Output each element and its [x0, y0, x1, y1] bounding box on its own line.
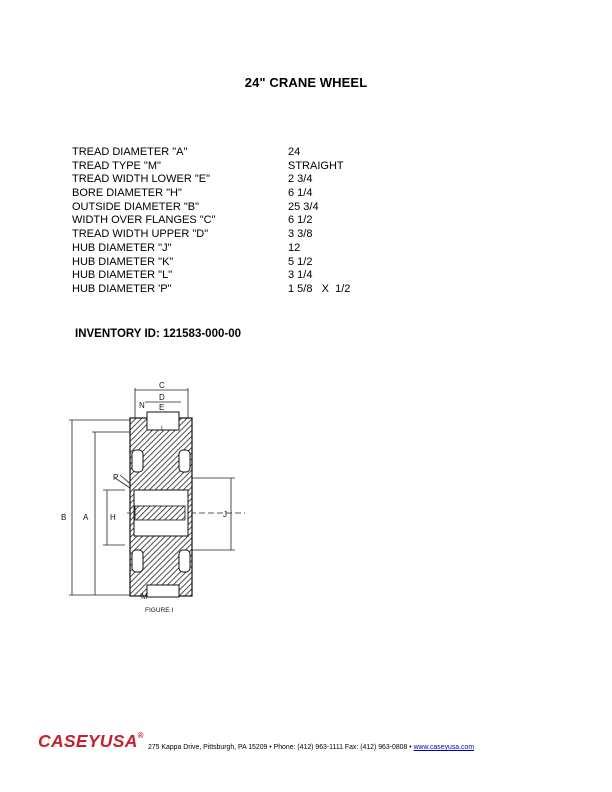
label-d: D — [159, 393, 165, 402]
logo-text: CASEYUSA — [38, 731, 138, 751]
spec-table — [72, 146, 350, 297]
spec-value: 6 1/2 — [288, 214, 313, 227]
page-title: 24" CRANE WHEEL — [244, 75, 368, 90]
spec-row — [72, 214, 350, 228]
spec-value: 6 1/4 — [288, 187, 313, 200]
spec-row — [72, 269, 350, 283]
spec-label: WIDTH OVER FLANGES "C" — [72, 214, 216, 227]
label-h: H — [110, 513, 116, 522]
spec-label: TREAD DIAMETER "A" — [72, 146, 188, 158]
footer-address — [148, 744, 474, 751]
label-n: N — [139, 401, 145, 410]
spec-value: 1 5/8 X 1/2 — [288, 282, 351, 295]
spec-label: HUB DIAMETER "K" — [72, 255, 174, 268]
spec-label: TREAD WIDTH LOWER "E" — [72, 173, 210, 186]
spec-row — [72, 173, 350, 187]
spec-label: HUB DIAMETER "J" — [72, 241, 172, 254]
spec-label: BORE DIAMETER "H" — [72, 187, 182, 200]
spec-value: 12 — [288, 241, 301, 254]
label-p: P — [113, 473, 119, 482]
label-e: E — [159, 403, 165, 412]
footer — [38, 731, 578, 755]
website-link[interactable]: www.caseyusa.com — [413, 744, 475, 751]
wheel-section — [130, 412, 192, 597]
spec-value: 24 — [288, 146, 301, 158]
figure-caption: FIGURE I — [145, 607, 174, 614]
label-m: M — [141, 592, 148, 601]
spec-row — [72, 201, 350, 215]
label-j: J — [223, 510, 227, 519]
spec-value: STRAIGHT — [288, 159, 344, 172]
spec-value: 25 3/4 — [288, 200, 319, 213]
spec-row — [72, 256, 350, 270]
spec-row — [72, 160, 350, 174]
label-i: I — [161, 426, 163, 432]
label-a: A — [83, 513, 89, 522]
label-c: C — [159, 381, 165, 390]
spec-row — [72, 146, 350, 160]
spec-label: OUTSIDE DIAMETER "B" — [72, 200, 199, 213]
spec-row — [72, 228, 350, 242]
label-b: B — [61, 513, 67, 522]
spec-row — [72, 187, 350, 201]
spec-value: 5 1/2 — [288, 255, 313, 268]
inventory-id: INVENTORY ID: 121583-000-00 — [75, 328, 241, 340]
spec-value: 3 1/4 — [288, 269, 313, 282]
spec-label: TREAD TYPE "M" — [72, 159, 161, 172]
spec-label: HUB DIAMETER "L" — [72, 269, 173, 282]
spec-value: 3 3/8 — [288, 228, 313, 241]
spec-row — [72, 242, 350, 256]
spec-row — [72, 283, 350, 297]
caseyusa-logo — [38, 731, 144, 752]
wheel-diagram — [55, 380, 255, 625]
registered-mark: ® — [137, 731, 144, 740]
spec-label: HUB DIAMETER 'P" — [72, 282, 172, 295]
address-text: 275 Kappa Drive, Pittsburgh, PA 15209 • Phone: (412) 963-1111 Fax: (412) 963-0808 • — [148, 744, 414, 751]
spec-value: 2 3/4 — [288, 173, 313, 186]
spec-label: TREAD WIDTH UPPER "D" — [72, 228, 209, 241]
